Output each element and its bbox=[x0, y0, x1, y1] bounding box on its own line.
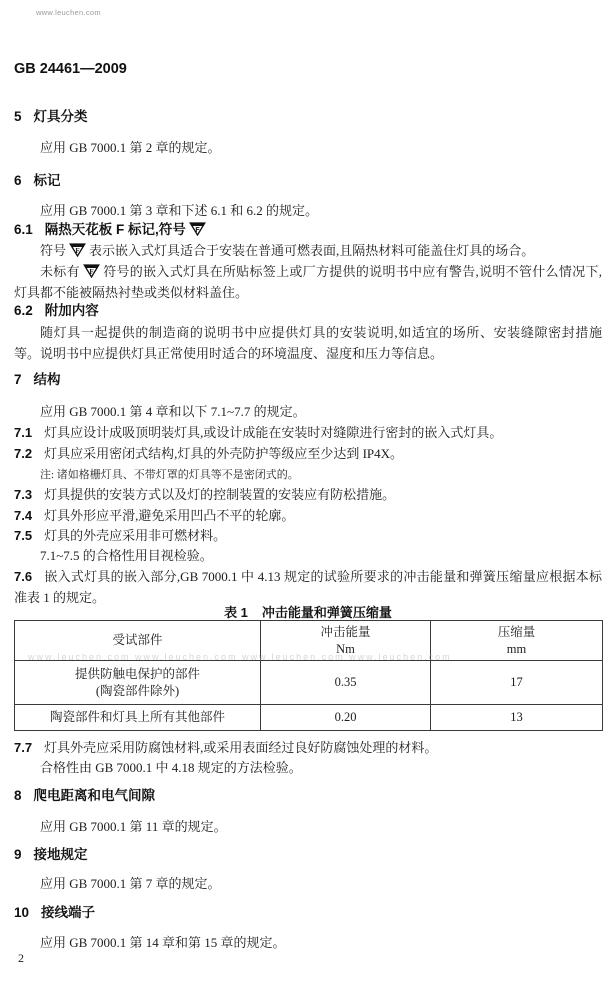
section-7-body: 应用 GB 7000.1 第 4 章和以下 7.1~7.7 的规定。 bbox=[40, 404, 306, 419]
clause-7-1 bbox=[14, 423, 502, 443]
table-title: 冲击能量和弹簧压缩量 bbox=[261, 605, 392, 620]
section-title: 隔热天花板 F 标记,符号 bbox=[44, 222, 186, 237]
section-title: 附加内容 bbox=[44, 303, 99, 318]
f-letter: F bbox=[89, 268, 94, 277]
section-number: 6 bbox=[14, 173, 22, 188]
header-part: 受试部件 bbox=[15, 621, 261, 661]
f-letter: F bbox=[195, 227, 200, 235]
clause-text: 灯具外形应平滑,避免采用凹凸不平的轮廓。 bbox=[44, 508, 295, 523]
section-6-2-heading bbox=[14, 301, 99, 321]
section-8-heading bbox=[14, 786, 155, 806]
clause-text: 灯具的外壳应采用非可燃材料。 bbox=[44, 528, 227, 543]
section-5-body: 应用 GB 7000.1 第 2 章的规定。 bbox=[40, 140, 221, 155]
section-9-heading bbox=[14, 845, 88, 865]
table-header-row bbox=[15, 621, 603, 661]
clause-7-4 bbox=[14, 506, 294, 526]
section-number: 6.2 bbox=[14, 303, 33, 318]
section-number: 6.1 bbox=[14, 222, 33, 237]
section-title: 接线端子 bbox=[41, 905, 96, 920]
section-7-heading bbox=[14, 370, 61, 390]
clause-7-7-note: 合格性由 GB 7000.1 中 4.18 规定的方法检验。 bbox=[40, 760, 302, 775]
clause-number: 7.7 bbox=[14, 740, 33, 755]
standard-number: GB 24461—2009 bbox=[14, 61, 127, 77]
cell-compression: 17 bbox=[431, 661, 603, 705]
table-row bbox=[15, 705, 603, 731]
header-compression bbox=[431, 621, 603, 661]
para-text: 符号 bbox=[40, 243, 67, 258]
section-6-1-para-2 bbox=[14, 261, 602, 303]
section-8-body: 应用 GB 7000.1 第 11 章的规定。 bbox=[40, 819, 227, 834]
para-text: 未标有 bbox=[40, 264, 80, 279]
f-mark-triangle-icon bbox=[83, 264, 100, 278]
section-number: 5 bbox=[14, 109, 22, 124]
clause-number: 7.4 bbox=[14, 508, 33, 523]
f-letter: F bbox=[75, 247, 80, 256]
clause-number: 7.2 bbox=[14, 446, 33, 461]
section-6-1-heading bbox=[14, 220, 209, 240]
clause-text: 灯具应设计成吸顶明装灯具,或设计成能在安装时对缝隙进行密封的嵌入式灯具。 bbox=[44, 425, 503, 440]
section-number: 7 bbox=[14, 372, 22, 387]
section-title: 灯具分类 bbox=[33, 109, 88, 124]
clause-text: 嵌入式灯具的嵌入部分,GB 7000.1 中 4.13 规定的试验所要求的冲击能量和弹簧压缩量应根据本标准表 1 的规定。 bbox=[14, 569, 602, 605]
section-10-heading bbox=[14, 903, 95, 923]
section-5-heading bbox=[14, 107, 88, 127]
f-mark-triangle-icon bbox=[189, 222, 206, 236]
table-label: 表 1 bbox=[224, 605, 248, 620]
section-number: 10 bbox=[14, 905, 30, 920]
section-6-2-body: 随灯具一起提供的制造商的说明书中应提供灯具的安装说明,如适宜的场所、安装缝隙密封措施等。说明书中应提供灯具正常使用时适合的环境温度、湿度和压力等信息。 bbox=[14, 325, 602, 361]
cell-impact-energy: 0.35 bbox=[261, 661, 431, 705]
table-row bbox=[15, 661, 603, 705]
para-text: 表示嵌入式灯具适合于安装在普通可燃表面,且隔热材料可能盖住灯具的场合。 bbox=[89, 243, 535, 258]
clause-7-2 bbox=[14, 444, 403, 464]
clause-text: 灯具应采用密闭式结构,灯具的外壳防护等级应至少达到 IP4X。 bbox=[44, 446, 404, 461]
clause-7-7 bbox=[14, 738, 437, 758]
cell-part bbox=[15, 661, 261, 705]
table-1-caption bbox=[14, 602, 602, 621]
clause-7-5 bbox=[14, 526, 226, 546]
clause-7-1-to-7-5-conformity: 7.1~7.5 的合格性用目视检验。 bbox=[40, 548, 213, 563]
section-title: 结构 bbox=[33, 372, 61, 387]
table-1 bbox=[14, 620, 603, 731]
clause-number: 7.3 bbox=[14, 487, 33, 502]
clause-number: 7.5 bbox=[14, 528, 33, 543]
section-title: 接地规定 bbox=[33, 847, 88, 862]
clause-text: 灯具外壳应采用防腐蚀材料,或采用表面经过良好防腐蚀处理的材料。 bbox=[44, 740, 438, 755]
section-9-body: 应用 GB 7000.1 第 7 章的规定。 bbox=[40, 876, 221, 891]
para-text: 符号的嵌入式灯具在所贴标签上或厂方提供的说明书中应有警告,说明不管什么情况下,灯具都不能被隔热衬垫或类似材料盖住。 bbox=[14, 264, 602, 300]
section-10-body: 应用 GB 7000.1 第 14 章和第 15 章的规定。 bbox=[40, 935, 286, 950]
header-impact-energy bbox=[261, 621, 431, 661]
section-6-heading bbox=[14, 171, 61, 191]
f-mark-triangle-icon bbox=[69, 243, 86, 257]
section-6-1-para-1 bbox=[40, 241, 534, 261]
section-6-body: 应用 GB 7000.1 第 3 章和下述 6.1 和 6.2 的规定。 bbox=[40, 203, 319, 218]
clause-number: 7.6 bbox=[14, 569, 33, 584]
cell-part: 陶瓷部件和灯具上所有其他部件 bbox=[15, 705, 261, 731]
site-watermark: www.leuchen.com bbox=[36, 8, 101, 17]
section-title: 爬电距离和电气间隙 bbox=[33, 788, 156, 803]
cell-compression: 13 bbox=[431, 705, 603, 731]
section-number: 8 bbox=[14, 788, 22, 803]
header-compression-unit: mm bbox=[506, 641, 527, 656]
header-impact-energy-unit: Nm bbox=[336, 641, 355, 656]
cell-impact-energy: 0.20 bbox=[261, 705, 431, 731]
header-compression-title: 压缩量 bbox=[497, 624, 536, 639]
clause-7-2-note: 注: 诸如格栅灯具、不带灯罩的灯具等不是密闭式的。 bbox=[40, 469, 299, 481]
faint-watermark: www.leuchen.com www.leuchen.com www.leuchen.com www.leuchen.com bbox=[28, 652, 452, 662]
clause-7-3 bbox=[14, 485, 395, 505]
clause-text: 灯具提供的安装方式以及灯的控制装置的安装应有防松措施。 bbox=[44, 487, 396, 502]
section-number: 9 bbox=[14, 847, 22, 862]
clause-number: 7.1 bbox=[14, 425, 33, 440]
header-impact-energy-title: 冲击能量 bbox=[320, 624, 371, 639]
cell-part-line1: 提供防触电保护的部件 bbox=[74, 666, 200, 681]
cell-part-line2: (陶瓷部件除外) bbox=[95, 683, 180, 698]
section-title: 标记 bbox=[33, 173, 61, 188]
page-number: 2 bbox=[18, 951, 24, 965]
